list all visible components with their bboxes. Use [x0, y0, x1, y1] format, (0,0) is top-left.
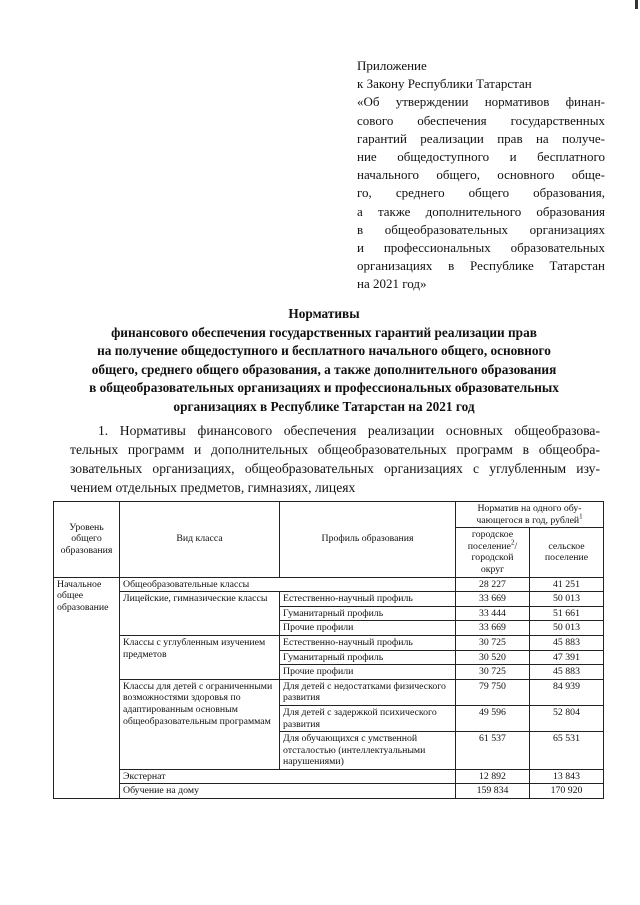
profile-cell: Для обучающихся с умственной отсталостью (интеллектуальными нарушениями) [280, 732, 456, 770]
title-line: Нормативы [288, 306, 360, 321]
appendix-line: сового обеспечения государственных [357, 112, 605, 128]
urban-value: 30 520 [456, 650, 530, 665]
profile-cell: Гуманитарный профиль [280, 606, 456, 621]
rural-value: 50 013 [530, 592, 604, 607]
appendix-line: начального общего, основного обще- [357, 167, 605, 183]
rural-value: 47 391 [530, 650, 604, 665]
normative-label: Норматив на одного обу-чающегося в год, рублей [476, 503, 582, 526]
class-cell: Экстернат [120, 769, 456, 784]
appendix-line: «Об утверждении нормативов финан- [357, 94, 605, 110]
footnote-mark: 2 [511, 538, 515, 547]
profile-cell: Прочие профили [280, 665, 456, 680]
title-line: в общеобразовательных организациях и профессиональных образовательных [89, 380, 559, 396]
title-line: общего, среднего общего образования, а также дополнительного образования [91, 361, 557, 377]
appendix-header [357, 57, 605, 294]
profile-cell: Для детей с задержкой психического развития [280, 705, 456, 731]
profile-cell: Для детей с недостатками физического развития [280, 679, 456, 705]
urban-value: 49 596 [456, 705, 530, 731]
header-normative [456, 502, 604, 528]
urban-value: 28 227 [456, 577, 530, 592]
rural-value: 170 920 [530, 784, 604, 799]
rural-value: 13 843 [530, 769, 604, 784]
urban-value: 30 725 [456, 635, 530, 650]
appendix-line: организациях в Республике Татарстан [357, 258, 605, 274]
profile-cell: Естественно-научный профиль [280, 592, 456, 607]
level-cell: Начальное общее образование [54, 577, 120, 799]
paragraph-line: чением отдельных предметов, гимназиях, лицеях [70, 480, 356, 495]
appendix-line: ние общедоступного и бесплатного [357, 149, 605, 165]
paragraph-line: тельных программ и дополнительных общеобразовательных программ в общеобра- [70, 442, 600, 457]
appendix-line: го, среднего общего образования, [357, 185, 605, 201]
rural-value: 52 804 [530, 705, 604, 731]
header-level: Уровень общего образования [54, 502, 120, 578]
class-cell: Классы для детей с ограниченными возможностями здоровья по адаптированным основным общеобразовательным программам [120, 679, 280, 769]
title-line: финансового обеспечения государственных гарантий реализации прав [111, 324, 537, 340]
rural-value: 65 531 [530, 732, 604, 770]
header-urban [456, 528, 530, 577]
table-row [54, 679, 604, 705]
header-row [54, 502, 604, 528]
table-row [54, 784, 604, 799]
appendix-line: Приложение [357, 58, 427, 73]
urban-rest: / городской округ [471, 540, 518, 575]
rural-value: 45 883 [530, 635, 604, 650]
profile-cell: Прочие профили [280, 621, 456, 636]
appendix-line: в общеобразовательных организациях [357, 221, 605, 237]
header-class-type: Вид класса [120, 502, 280, 578]
appendix-line: гарантий реализации прав на получе- [357, 130, 605, 146]
urban-value: 159 834 [456, 784, 530, 799]
class-cell: Классы с углубленным изучением предметов [120, 635, 280, 679]
rural-value: 45 883 [530, 665, 604, 680]
header-profile: Профиль образования [280, 502, 456, 578]
appendix-line: и профессиональных образовательных [357, 240, 605, 256]
rural-value: 50 013 [530, 621, 604, 636]
urban-value: 33 669 [456, 592, 530, 607]
urban-value: 33 444 [456, 606, 530, 621]
table-row [54, 769, 604, 784]
urban-value: 33 669 [456, 621, 530, 636]
title-line: на получение общедоступного и бесплатного начального общего, основного [97, 343, 551, 359]
footnote-mark: 1 [579, 512, 583, 521]
appendix-line: к Закону Республики Татарстан [357, 76, 532, 92]
title-line: организациях в Республике Татарстан на 2021 год [173, 398, 475, 414]
urban-value: 30 725 [456, 665, 530, 680]
urban-value: 12 892 [456, 769, 530, 784]
table-row [54, 577, 604, 592]
class-cell: Общеобразовательные классы [120, 577, 456, 592]
rural-value: 84 939 [530, 679, 604, 705]
normatives-table [53, 501, 604, 799]
paragraph-line: зовательных организациях, общеобразовательных организациях с углубленным изу- [70, 461, 600, 476]
urban-value: 79 750 [456, 679, 530, 705]
document-title [48, 305, 600, 417]
rural-value: 41 251 [530, 577, 604, 592]
scan-mark [635, 0, 638, 9]
rural-value: 51 661 [530, 606, 604, 621]
profile-cell: Гуманитарный профиль [280, 650, 456, 665]
urban-value: 61 537 [456, 732, 530, 770]
intro-paragraph [70, 421, 600, 497]
profile-cell: Естественно-научный профиль [280, 635, 456, 650]
header-rural: сельское поселение [530, 528, 604, 577]
table-row [54, 592, 604, 607]
urban-label: городское поселение [467, 529, 514, 552]
appendix-line: на 2021 год» [357, 276, 427, 292]
appendix-line: а также дополнительного образования [357, 203, 605, 219]
paragraph-line: 1. Нормативы финансового обеспечения реализации основных общеобразова- [98, 423, 600, 438]
table-row [54, 635, 604, 650]
class-cell: Лицейские, гимназические классы [120, 592, 280, 636]
class-cell: Обучение на дому [120, 784, 456, 799]
